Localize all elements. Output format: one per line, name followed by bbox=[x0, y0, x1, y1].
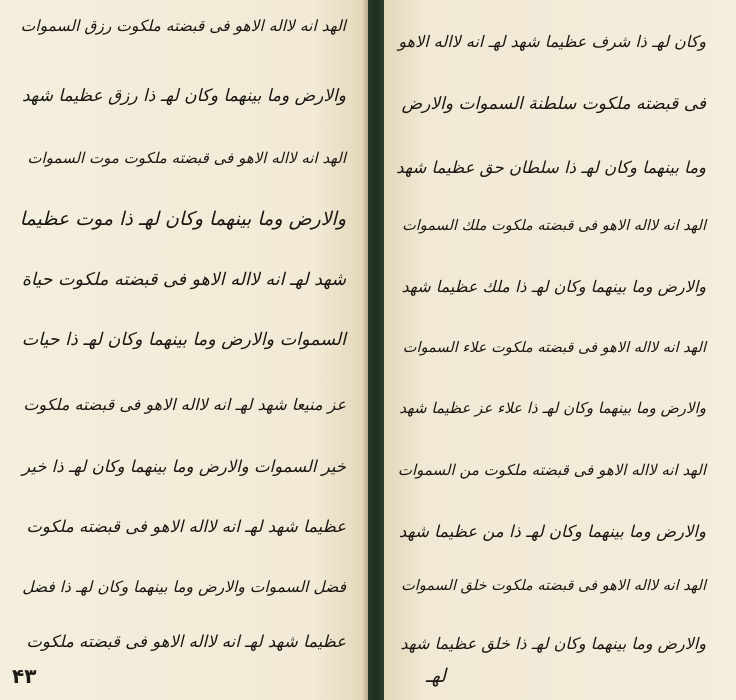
right-line-4: الهد انه لااله الاهو فى قبضته ملكوت ملك السموات bbox=[402, 218, 706, 234]
left-line-3: الهد انه لااله الاهو فى قبضته ملكوت موت السموات bbox=[27, 149, 346, 167]
left-line-8: خير السموات والارض وما بينهما وكان لهـ ذا خير bbox=[22, 457, 346, 476]
right-line-7: والارض وما بينهما وكان لهـ ذا علاء عز عظيما شهد bbox=[399, 399, 706, 417]
right-line-3: وما بينهما وكان لهـ ذا سلطان حق عظيما شهد bbox=[396, 158, 706, 177]
right-page bbox=[384, 0, 736, 700]
left-line-2: والارض وما بينهما وكان لهـ ذا رزق عظيما شهد bbox=[21, 86, 346, 106]
right-line-9: والارض وما بينهما وكان لهـ ذا من عظيما شهد bbox=[398, 522, 706, 541]
right-line-1: وكان لهـ ذا شرف عظيما شهد لهـ انه لااله الاهو bbox=[398, 32, 706, 51]
right-line-6: الهد انه لااله الاهو فى قبضته ملكوت علاء السموات bbox=[402, 340, 706, 356]
left-line-1: الهد انه لااله الاهو فى قبضته ملكوت رزق السموات bbox=[20, 17, 346, 35]
right-line-2: فى قبضته ملكوت سلطنة السموات والارض bbox=[401, 94, 706, 114]
left-line-9: عظيما شهد لهـ انه لااله الاهو فى قبضته ملكوت bbox=[26, 517, 346, 536]
left-line-11: عظيما شهد لهـ انه لااله الاهو فى قبضته ملكوت bbox=[26, 632, 346, 651]
right-line-5: والارض وما بينهما وكان لهـ ذا ملك عظيما شهد bbox=[401, 277, 706, 296]
left-line-4: والارض وما بينهما وكان لهـ ذا موت عظيما bbox=[19, 208, 346, 230]
right-line-8: الهد انه لااله الاهو فى قبضته ملكوت من السموات bbox=[397, 461, 706, 479]
page-number: ۴۳ bbox=[12, 664, 37, 688]
book-gutter bbox=[368, 0, 384, 700]
left-line-10: فضل السموات والارض وما بينهما وكان لهـ ذا فضل bbox=[22, 578, 346, 596]
left-line-7: عز منيعا شهد لهـ انه لااله الاهو فى قبضته ملكوت bbox=[23, 395, 346, 414]
left-line-5: شهد لهـ انه لااله الاهو فى قبضته ملكوت حياة bbox=[21, 270, 346, 290]
right-line-12: لهـ bbox=[425, 665, 446, 687]
right-line-10: الهد انه لااله الاهو فى قبضته ملكوت خلق السموات bbox=[401, 578, 706, 594]
right-line-11: والارض وما بينهما وكان لهـ ذا خلق عظيما شهد bbox=[400, 634, 706, 653]
left-line-6: السموات والارض وما بينهما وكان لهـ ذا حيات bbox=[21, 330, 346, 350]
